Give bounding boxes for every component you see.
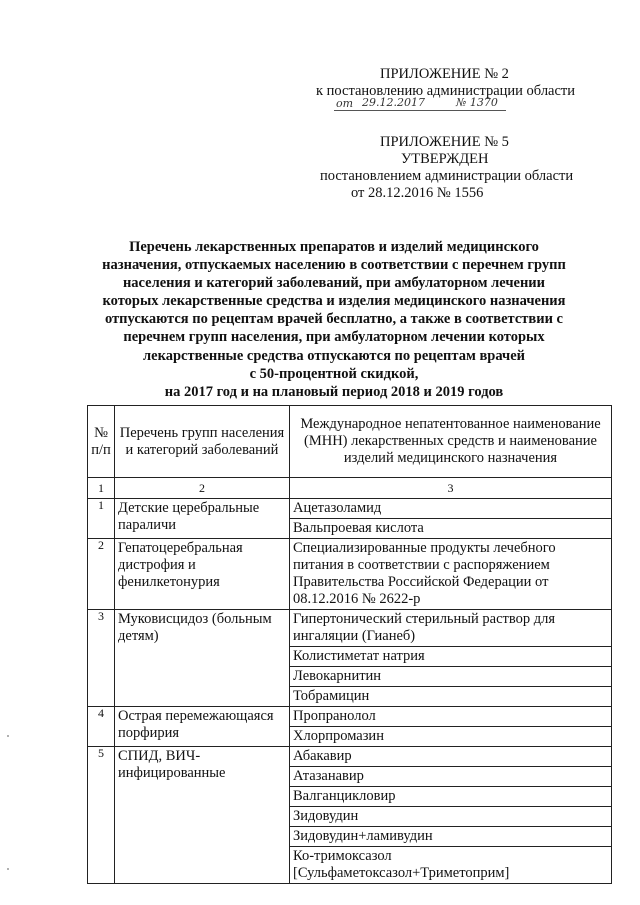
- group-name: Гепатоцеребральная дистрофия и фенилкетонурия: [115, 539, 290, 610]
- table-row: [88, 747, 612, 767]
- title-line: населения и категорий заболеваний, при амбулаторном лечении: [122, 275, 546, 292]
- appendix2-title: ПРИЛОЖЕНИЕ № 2: [380, 66, 509, 82]
- header-groups: Перечень групп населения и категорий заболеваний: [115, 406, 290, 478]
- handwritten-underline: [334, 110, 506, 111]
- handwritten-ot: от: [336, 97, 354, 110]
- col-number: 1: [88, 478, 115, 499]
- drug-name: Вальпроевая кислота: [290, 519, 612, 539]
- title-line: перечнем групп населения, при амбулаторном лечении которых: [123, 329, 545, 346]
- header-num: № п/п: [88, 406, 115, 478]
- drug-name: Хлорпромазин: [290, 727, 612, 747]
- scan-speck: [7, 868, 9, 870]
- group-name: Муковисцидоз (больным детям): [115, 610, 290, 707]
- drug-name: Зидовудин: [290, 807, 612, 827]
- handwritten-number: № 1370: [456, 96, 498, 109]
- title-line: которых лекарственные средства и изделия медицинского назначения: [102, 293, 566, 310]
- group-name: Детские церебральные параличи: [115, 499, 290, 539]
- group-name: Острая перемежающаяся порфирия: [115, 707, 290, 747]
- drug-name: Атазанавир: [290, 767, 612, 787]
- appendix2-subtitle: к постановлению администрации области: [316, 83, 576, 99]
- appendix5-approved-by: постановлением администрации области: [320, 168, 574, 184]
- appendix5-title: ПРИЛОЖЕНИЕ № 5: [380, 134, 509, 150]
- drug-name: Пропранолол: [290, 707, 612, 727]
- title-line: Перечень лекарственных препаратов и изделий медицинского: [129, 239, 539, 255]
- drug-name: Ацетазоламид: [290, 499, 612, 519]
- table-row: [88, 610, 612, 647]
- row-number: 1: [88, 499, 115, 539]
- col-number: 3: [290, 478, 612, 499]
- appendix5-approved: УТВЕРЖДЕН: [401, 151, 489, 167]
- title-line: назначения, отпускаемых населению в соответствии с перечнем групп: [102, 257, 566, 274]
- drug-name: Тобрамицин: [290, 687, 612, 707]
- table-row: [88, 499, 612, 519]
- title-line: на 2017 год и на плановый период 2018 и 2019 годов: [164, 383, 504, 400]
- drug-name: Валганцикловир: [290, 787, 612, 807]
- handwritten-date: 29.12.2017: [362, 96, 425, 109]
- table-header-row: [88, 406, 612, 478]
- drug-name: Специализированные продукты лечебного питания в соответствии с распоряжением Правительства Российской Федерации от 08.12.2016 № 2622-р: [290, 539, 612, 610]
- table-row: [88, 539, 612, 610]
- document-title: [86, 238, 582, 401]
- row-number: 4: [88, 707, 115, 747]
- title-line: лекарственные средства отпускаются по рецептам врачей: [143, 347, 525, 364]
- drug-name: Колистиметат натрия: [290, 647, 612, 667]
- title-line: с 50-процентной скидкой,: [249, 365, 419, 382]
- drug-name: Зидовудин+ламивудин: [290, 827, 612, 847]
- header-inn: Международное непатентованное наименование (МНН) лекарственных средств и наименование изделий медицинского назначения: [290, 406, 612, 478]
- scan-speck: [7, 735, 9, 737]
- group-name: СПИД, ВИЧ-инфицированные: [115, 747, 290, 884]
- col-number: 2: [115, 478, 290, 499]
- row-number: 5: [88, 747, 115, 884]
- row-number: 2: [88, 539, 115, 610]
- row-number: 3: [88, 610, 115, 707]
- title-line: отпускаются по рецептам врачей бесплатно, а также в соответствии с: [105, 311, 563, 328]
- drug-name: Ко-тримоксазол [Сульфаметоксазол+Триметоприм]: [290, 847, 612, 884]
- appendix5-date: от 28.12.2016 № 1556: [351, 185, 484, 201]
- drug-name: Левокарнитин: [290, 667, 612, 687]
- drugs-table: [87, 405, 612, 884]
- drug-name: Гипертонический стерильный раствор для ингаляции (Гианеб): [290, 610, 612, 647]
- table-row: [88, 707, 612, 727]
- column-number-row: [88, 478, 612, 499]
- drug-name: Абакавир: [290, 747, 612, 767]
